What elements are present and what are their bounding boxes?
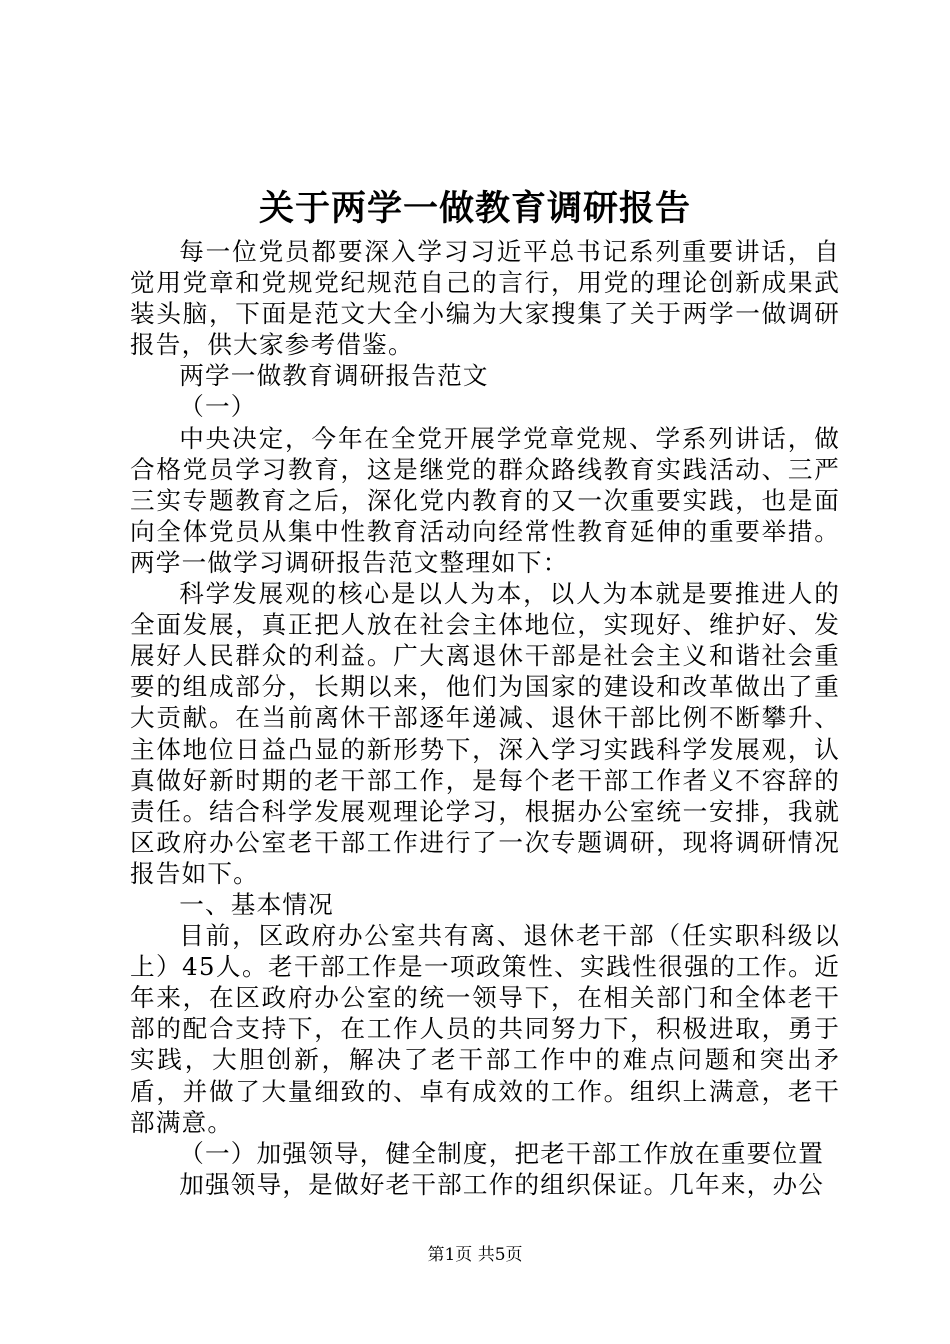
paragraph-scientific-development: 科学发展观的核心是以人为本，以人为本就是要推进人的全面发展，真正把人放在社会主体地位，实现好、维护好、发展好人民群众的利益。广大离退休干部是社会主义和谐社会重要的组成部分，长期以来，他们为国家的建设和改革做出了重大贡献。在当前离休干部逐年递减、退休干部比例不断攀升、主体地位日益凸显的新形势下，深入学习实践科学发展观，认真做好新时期的老干部工作，是每个老干部工作者义不容辞的责任。结合科学发展观理论学习，根据办公室统一安排，我就区政府办公室老干部工作进行了一次专题调研，现将调研情况报告如下。 — [130, 579, 840, 888]
heading-strengthen-leadership: （一）加强领导，健全制度，把老干部工作放在重要位置 — [179, 1138, 825, 1168]
document-title: 关于两学一做教育调研报告 — [258, 188, 691, 229]
paragraph-section-marker: （一） — [179, 392, 257, 422]
page-footer: 第1页 共5页 — [427, 1245, 523, 1265]
heading-basic-situation: 一、基本情况 — [179, 889, 334, 919]
paragraph-intro: 每一位党员都要深入学习习近平总书记系列重要讲话，自觉用党章和党规党纪规范自己的言行，用党的理论创新成果武装头脑，下面是范文大全小编为大家搜集了关于两学一做调研报告，供大家参考借鉴。 — [130, 237, 840, 360]
paragraph-central-decision: 中央决定，今年在全党开展学党章党规、学系列讲话，做合格党员学习教育，这是继党的群众路线教育实践活动、三严三实专题教育之后，深化党内教育的又一次重要实践，也是面向全体党员从集中性教育活动向经常性教育延伸的重要举措。两学一做学习调研报告范文整理如下： — [130, 423, 840, 577]
paragraph-subtitle: 两学一做教育调研报告范文 — [179, 361, 489, 391]
paragraph-current-status: 目前，区政府办公室共有离、退休老干部（任实职科级以上）45人。老干部工作是一项政策性、实践性很强的工作。近年来，在区政府办公室的统一领导下，在相关部门和全体老干部的配合支持下，在工作人员的共同努力下，积极进取，勇于实践，大胆创新，解决了老干部工作中的难点问题和突出矛盾，并做了大量细致的、卓有成效的工作。组织上满意，老干部满意。 — [130, 921, 840, 1137]
document-body — [130, 236, 840, 1200]
paragraph-leadership: 加强领导，是做好老干部工作的组织保证。几年来，办公 — [179, 1169, 825, 1199]
